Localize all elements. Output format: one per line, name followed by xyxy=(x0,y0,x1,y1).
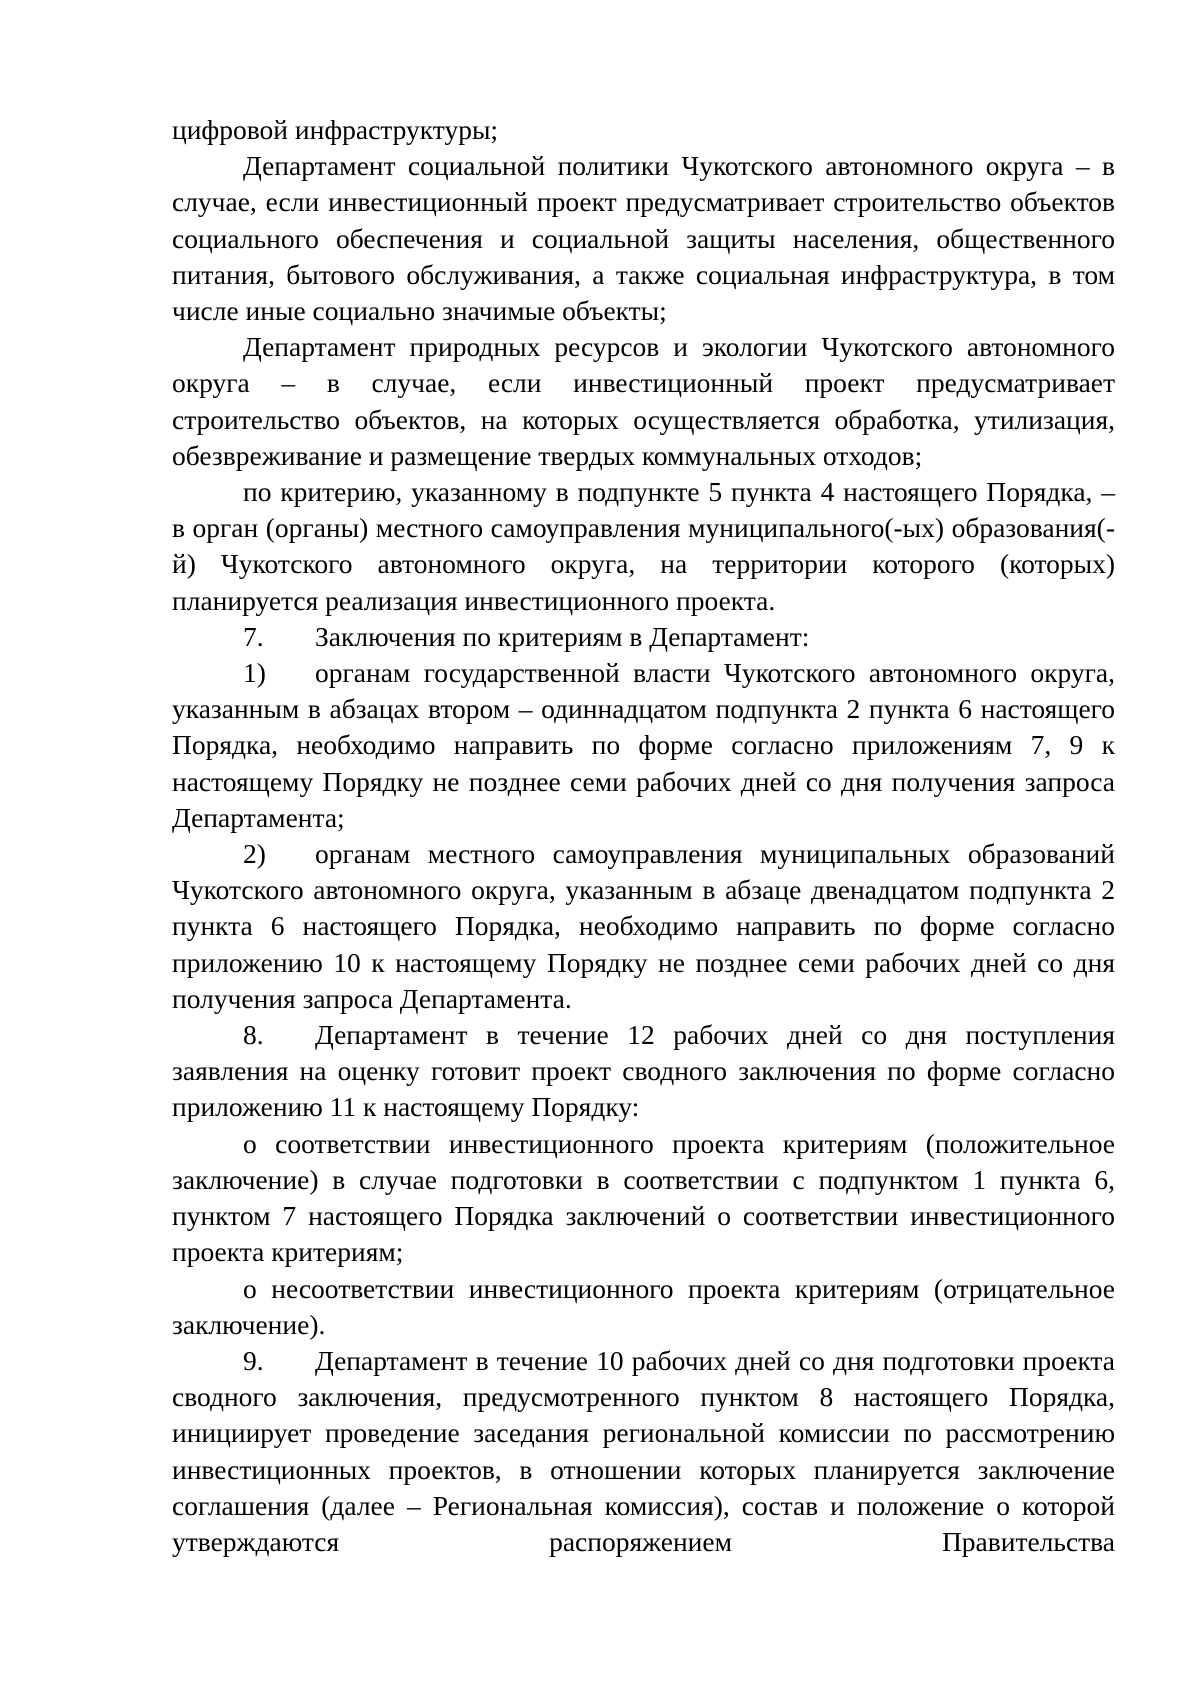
paragraph-text: органам местного самоуправления муниципальных образований Чукотского автономного округа, указанным в абзаце двенадцатом подпункта 2 пункта 6 настоящего Порядка, необходимо направить по форме согласно приложению 10 к настоящему Порядку не позднее семи рабочих дней со дня получения запроса Департамента. xyxy=(172,838,1115,1014)
item-number: 9. xyxy=(243,1344,264,1376)
subitem-2-local-authorities xyxy=(172,836,1115,1017)
paragraph-text: органам государственной власти Чукотского автономного округа, указанным в абзацах втором – одиннадцатом подпункта 2 пункта 6 настоящего Порядка, необходимо направить по форме согласно приложениям 7, 9 к настоящему Порядку не позднее семи рабочих дней со дня получения запроса Департамента; xyxy=(172,657,1115,833)
paragraph-text: Департамент социальной политики Чукотского автономного округа – в случае, если инвестиционный проект предусматривает строительство объектов социального обеспечения и социальной защиты населения, общественного питания, бытового обслуживания, а также социальная инфраструктура, в том числе иные социально значимые объекты; xyxy=(172,150,1115,327)
paragraph-text: о несоответствии инвестиционного проекта критериям (отрицательное заключение). xyxy=(172,1272,1115,1340)
paragraph-text: по критерию, указанному в подпункте 5 пункта 4 настоящего Порядка, – в орган (органы) местного самоуправления муниципального(-ых) образования(-й) Чукотского автономного округа, на территории которого (которых) планируется реализация инвестиционного проекта. xyxy=(172,476,1115,616)
paragraph-text: о соответствии инвестиционного проекта критериям (положительное заключение) в случае подготовки в соответствии с подпунктом 1 пункта 6, пунктом 7 настоящего Порядка заключений о соответствии инвестиционного проекта критериям; xyxy=(172,1127,1115,1268)
paragraph-digital-infrastructure xyxy=(172,112,1115,148)
subitem-1-state-authorities xyxy=(172,655,1115,836)
item-number: 8. xyxy=(243,1019,264,1051)
paragraph-positive-conclusion xyxy=(172,1126,1115,1271)
item-8-summary-conclusion xyxy=(172,1017,1115,1126)
item-number: 2) xyxy=(243,838,266,870)
item-number: 7. xyxy=(243,620,264,652)
paragraph-negative-conclusion xyxy=(172,1271,1115,1343)
paragraph-natural-resources-department xyxy=(172,329,1115,474)
item-7-conclusions xyxy=(172,619,1115,655)
paragraph-text: Департамент в течение 10 рабочих дней со дня подготовки проекта сводного заключения, предусмотренного пунктом 8 настоящего Порядка, инициирует проведение заседания региональной комиссии по рассмотрению инвестиционных проектов, в отношении которых планируется заключение соглашения (далее – Региональная комиссия), состав и положение о которой утверждаются распоряжением Правительства xyxy=(172,1344,1115,1557)
paragraph-text: Департамент в течение 12 рабочих дней со дня поступления заявления на оценку готовит проект сводного заключения по форме согласно приложению 11 к настоящему Порядку: xyxy=(172,1019,1115,1123)
item-9-regional-commission xyxy=(172,1343,1115,1560)
paragraph-text: Департамент природных ресурсов и экологии Чукотского автономного округа – в случае, если инвестиционный проект предусматривает строительство объектов, на которых осуществляется обработка, утилизация, обезвреживание и размещение твердых коммунальных отходов; xyxy=(172,331,1115,471)
paragraph-text: цифровой инфраструктуры; xyxy=(172,114,499,145)
paragraph-text: Заключения по критериям в Департамент: xyxy=(315,620,810,652)
paragraph-social-policy-department xyxy=(172,148,1115,329)
document-page xyxy=(172,112,1115,1560)
item-number: 1) xyxy=(243,657,266,689)
paragraph-local-government-criterion xyxy=(172,474,1115,619)
